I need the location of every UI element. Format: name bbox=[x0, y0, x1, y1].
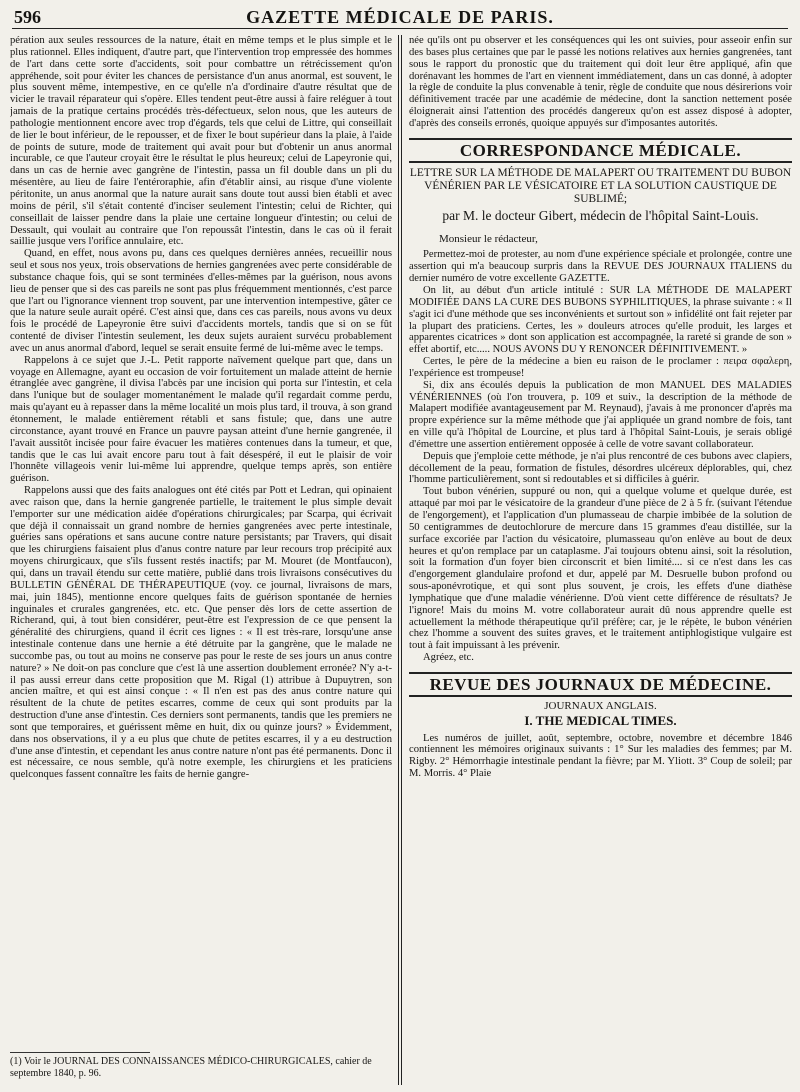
paragraph: Si, dix ans écoulés depuis la publication de mon MANUEL DES MALADIES VÉNÉRIENNES (où l'on trouvera, p. 109 et suiv., la description de la méthode de Malapert modifiée avantageusement par M. Reynaud), j'avais à me prononcer d'après ma propre expérience sur la même méthode que j'ai appliquée un grand nombre de fois, tant en ville qu'à l'hôpital de Lourcine, et plus tard à l'hôpital Saint-Louis, je serais obligé d'émettre une assertion entièrement opposée à celle de votre savant collaborateur. bbox=[409, 379, 792, 450]
footnote: (1) Voir le JOURNAL DES CONNAISSANCES MÉDICO-CHIRURGICALES, cahier de septembre 1840, p. 96. bbox=[10, 1056, 372, 1079]
letter-title: LETTRE SUR LA MÉTHODE DE MALAPERT OU TRAITEMENT DU BUBON VÉNÉRIEN PAR LE VÉSICATOIRE ET LA SOLUTION CAUSTIQUE DE SUBLIMÉ; bbox=[409, 166, 792, 205]
section-heading-correspondance: CORRESPONDANCE MÉDICALE. bbox=[409, 138, 792, 163]
paragraph: Tout bubon vénérien, suppuré ou non, qui a quelque volume et quelque durée, est attaqué par moi par le vésicatoire de la grandeur d'une pièce de 2 à 5 fr. (suivant l'étendue de l'engorgement), et l'application d'un plumasseau de charpie imbibée de la solution de 50 centigrammes de deutochlorure de mercure dans 15 grammes d'eau distillée, sur la surface excoriée par l'action du vésicatoire, plumasseau qu'on enlève au bout de deux heures et qu'on remplace par un cataplasme. J'ai toujours obtenu ainsi, soit la résolution, soit la formation d'un foyer bien circonscrit et bien limité.... si ce n'est dans les cas d'engorgement glandulaire profond et dur, appelé par M. Desruelle bubon profond ou sous-aponévrotique, et qui sont plus souvent, je crois, les effets d'une diathèse lymphatique que d'une maladie vénérienne. D'où vient cette différence de résultats? Je l'ignore! Mais du moins M. votre collaborateur aurait dû nous apprendre quelle est actuellement la méthode thérapeutique qu'il préfère; car, je le répète, le bubon vénérien chez l'homme a souvent des suites graves, et le traitement antiphlogistique vulgaire est tout à fait impuissant à les prévenir. bbox=[409, 486, 792, 652]
page-number: 596 bbox=[14, 7, 41, 27]
journal-title: GAZETTE MÉDICALE DE PARIS. bbox=[246, 7, 554, 27]
paragraph: pération aux seules ressources de la nature, était en même temps et le plus simple et le plus rationnel. Elles indiquent, d'autre part, que l'intervention trop empressée des hommes de l'art dans cette sorte d'accidents, soit pour combattre un rétrécissement qu'on appréhende, soit pour éviter les chances de persistance d'un anus anormal, est souvent, le plus souvent même, intempestive, en ce qu'elle n'a d'ordinaire d'autre résultat que de vicier le travail réparateur qui s'opère. Elles tendent peut-être aussi à faire reléguer à tout jamais de la pratique certains procédés très-défectueux, selon nous, que les auteurs de pathologie mentionnent encore avec trop d'égards, tels que celui de Littre, qui conseillait de lier le bout inférieur, de le repousser, et de fixer le bout supérieur dans la plaie, à l'aide de points de suture, mode de traitement qui avait pour but d'obtenir un anus anormal incurable, ce que l'auteur croyait être le résultat le plus heureux; celui de Lapeyronie qui, dans un cas de hernie avec gangrène de l'intestin, passa un fil double dans un pli du mésentère, au lieu de faire l'entéroraphie, afin d'établir ainsi, au risque d'une violente péritonite, un anus anormal que la nature aurait sans doute tout aussi bien établi et avec moins de péril, s'il s'était contenté d'inciser seulement l'intestin; celui de Richter, qui conseillait de laisser pendre dans la plaie une certaine longueur d'intestin; ou celui de Dessault, qui voulait au contraire que l'on repoussât l'intestin, dans le cas où il ferait saillie jusque vers l'orifice annulaire, etc. bbox=[10, 35, 392, 248]
paragraph: On lit, au début d'un article intitulé : SUR LA MÉTHODE DE MALAPERT MODIFIÉE DANS LA CURE DES BUBONS SYPHILITIQUES, la phrase suivante : « Il s'agit ici d'une méthode que ses inconvénients et surtout son » infidélité ont fait rejeter par la plupart des praticiens. Certes, les » douleurs atroces qu'elle produit, les larges et apparentes cicatrices » dont son application est accompagnée, la rareté si grande de son » effet abortif, etc..... NOUS AVONS DU Y RENONCER DÉFINITIVEMENT. » bbox=[409, 284, 792, 356]
letter-author: par M. le docteur Gibert, médecin de l'hôpital Saint-Louis. bbox=[442, 207, 759, 223]
column-rule bbox=[401, 35, 402, 1085]
paragraph: Quand, en effet, nous avons pu, dans ces quelques dernières années, recueillir nous seul et sous nos yeux, trois observations de hernies gangrenées avec perte considérable de substance chaque fois, qui se sont terminées d'elles-mêmes par la guérison, nous avons lieu de penser que si des cas pareils ne sont pas plus fréquemment mentionnés, c'est parce que l'art ou l'ignorance viennent trop souvent, par une intervention intempestive, gâter ce que la nature seule aurait opéré. C'est ainsi que, dans ces cas pareils, nous avons vu deux fois le procédé de Lapeyronie être suivi d'accidents mortels, tandis que si on se fût contenté de diviser l'intestin seulement, les deux sujets auraient survécu probablement avec un anus anormal d'abord, lequel se serait ensuite fermé de lui-même avec le temps. bbox=[10, 248, 392, 354]
journal-heading: I. THE MEDICAL TIMES. bbox=[524, 712, 677, 728]
left-column bbox=[10, 35, 392, 1050]
subsection-heading: JOURNAUX ANGLAIS. bbox=[544, 699, 657, 712]
paragraph: Rappelons aussi que des faits analogues ont été cités par Pott et Ledran, qui opinaient avec raison que, dans la hernie gangrenée partielle, le traitement le plus simple devait l'emporter sur une médication aidée d'opérations chirurgicales; par Scarpa, qui écrivait que déjà il connaissait un grand nombre de hernies gangrenées avec perte intestinale, guéries sans opérations et sans aucune contre nature persistants; par Travers, qui disait que les chirurgiens faisaient plus d'anus contre nature par leur recours trop précipité aux moyens chirurgicaux, que s'ils fussent restés inactifs; par M. Mouret (de Montfaucon), qui, dans un travail étendu sur cette matière, publié dans trois livraisons consécutives du BULLETIN GÉNÉRAL DE THÉRAPEUTIQUE (voy. ce journal, livraisons de mars, mai, juin 1845), mentionne encore quelques faits de guérison spontanée de hernies inguinales et crurales gangrenées, etc. etc. Que penser dès lors de cette assertion de Richerand, qui, à tout bien considérer, peut-être est l'expression de ce que pensent la généralité des chirurgiens, quand il écrit ces lignes : « Il est très-rare, lorsqu'une anse intestinale contenue dans une hernie a été détruite par la gangrène, que le malade ne succombe pas, ou tout au moins ne conserve pas pour le reste de ses jours un anus contre nature? » Ne doit-on pas conclure que c'est là une assertion doublement erronée? N'y a-t-il pas aussi erreur dans cette proposition que M. Rigal (1) attribue à Dupuytren, son ancien maître, et qui est ainsi conçue : « Il n'en est pas des anus contre nature qui résultent de la chute de petites escarres, comme de ceux qui sont produits par la destruction d'une anse d'intestin. Ces derniers sont permanents, tandis que les premiers ne sont que temporaires, et guérissent même en huit, dix ou quinze jours? » Évidemment, dans nos observations, il y a eu plus que chute de petites escarres, il y a eu destruction d'une anse d'intestin, et cependant les anus contre nature n'ont pas été permanents. Donc il est nécessaire, ce nous semble, qu'à notre exemple, les chirurgiens et les praticiens quelconques fassent connaître les faits de hernie gangre- bbox=[10, 485, 392, 781]
paragraph: Permettez-moi de protester, au nom d'une expérience spéciale et prolongée, contre une assertion qui m'a beaucoup surpris dans la REVUE DES JOURNAUX ITALIENS du dernier numéro de votre excellente GAZETTE. bbox=[409, 249, 792, 285]
footnote-rule bbox=[10, 1052, 150, 1053]
salutation: Monsieur le rédacteur, bbox=[439, 232, 538, 245]
paragraph: née qu'ils ont pu observer et les conséquences qui les ont suivies, pour asseoir enfin sur des bases plus certaines que par le passé les notions relatives aux hernies gangrenées, tant sous le rapport du pronostic que du traitement qui doit leur être appliqué, afin que dorénavant les hommes de l'art en viennent immédiatement, dans un cas donné, à adopter la règle de conduite la plus convenable à tenir, règle de conduite que nous désirerions voir définitivement tracée par une académie de médecine, dont la sanction nettement posée éloignerait ainsi l'attention des procédés dangereux qu'on est assez disposé à adopter, d'après des conseils erronés, quoique appuyés sur d'imposantes autorités. bbox=[409, 35, 792, 129]
closing: Agréez, etc. bbox=[423, 652, 474, 664]
column-rule bbox=[398, 35, 399, 1085]
right-column bbox=[409, 35, 792, 1083]
page-header bbox=[12, 6, 788, 29]
paragraph: Rappelons à ce sujet que J.-L. Petit rapporte naïvement quelque part que, dans un voyage en Allemagne, ayant eu occasion de voir fortuitement un malade atteint de hernie étranglée avec gangrène, il divisa l'abcès par une incision qui porta sur l'intestin, et cela dans l'unique but de soulager momentanément le malade qu'il regardait comme perdu, mais qu'ayant eu à repasser dans la même localité un mois plus tard, il trouva, à son grand étonnement, le malade entièrement rétabli et sans fistule; que, dans une autre circonstance, ayant trouvé en France un pauvre paysan atteint d'une hernie gangrenée, il l'avait aussitôt incisée pour faire évacuer les matières contenues dans la tumeur, et que, tandis que le cas lui avait encore paru tout à fait désespéré, il eut le plaisir de voir l'honnête villageois venir lui-même lui apprendre, quelque temps après, son entière guérison. bbox=[10, 354, 392, 485]
section-heading-revue: REVUE DES JOURNAUX DE MÉDECINE. bbox=[409, 672, 792, 697]
paragraph: Certes, le père de la médecine a bien eu raison de le proclamer : πειρα σφαλερη, l'expérience est trompeuse! bbox=[409, 356, 792, 379]
paragraph: Depuis que j'emploie cette méthode, je n'ai plus rencontré de ces bubons avec clapiers, décollement de la peau, formation de fistules, désordres ulcéreux déplorables, qui, chez l'homme particulièrement, sont si redoutables et si difficiles à guérir. bbox=[409, 450, 792, 486]
paragraph: Les numéros de juillet, août, septembre, octobre, novembre et décembre 1846 contiennent les mémoires originaux suivants : 1° Sur les maladies des femmes; par M. Rigby. 2° Hémorrhagie intestinale pendant la fièvre; par M. Yliott. 3° Coup de soleil; par M. Morris. 4° Plaie bbox=[409, 732, 792, 780]
